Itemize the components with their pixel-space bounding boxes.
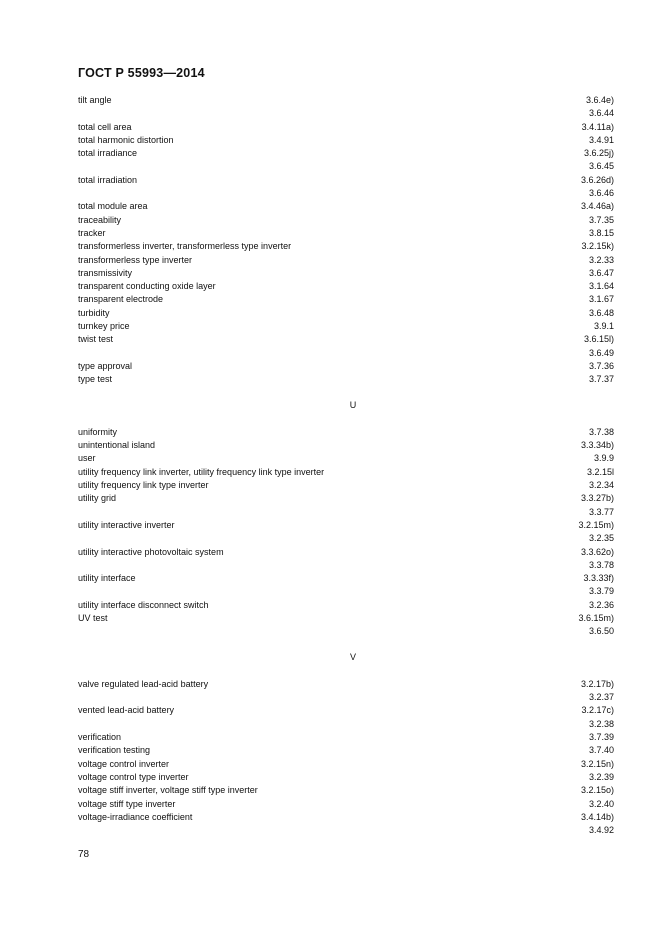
- index-term: voltage stiff inverter, voltage stiff type inverter: [78, 785, 258, 796]
- index-entry: [78, 492, 614, 505]
- index-term: UV test: [78, 612, 108, 623]
- index-entry: [78, 214, 614, 227]
- index-term: valve regulated lead-acid battery: [78, 678, 209, 689]
- index-reference: 3.2.15l: [586, 466, 614, 477]
- index-entry: [78, 320, 614, 333]
- index-content: [78, 94, 614, 837]
- index-reference: 3.2.15o): [580, 785, 614, 796]
- index-reference: 3.7.35: [588, 214, 614, 225]
- index-reference: 3.2.34: [588, 480, 614, 491]
- index-term: traceability: [78, 214, 122, 225]
- index-entry: [78, 347, 614, 360]
- index-reference: 3.6.45: [588, 161, 614, 172]
- index-term: transparent electrode: [78, 294, 164, 305]
- index-reference: 3.6.25j): [583, 148, 614, 159]
- index-term: voltage control inverter: [78, 758, 170, 769]
- index-entry: [78, 572, 614, 585]
- index-reference: 3.6.15m): [578, 612, 614, 623]
- index-section: [78, 94, 614, 387]
- page-number: 78: [78, 849, 90, 860]
- index-entry: [78, 121, 614, 134]
- index-entry: [78, 439, 614, 452]
- index-term: voltage stiff type inverter: [78, 798, 176, 809]
- index-reference: 3.2.39: [588, 771, 614, 782]
- index-entry: [78, 704, 614, 717]
- index-reference: 3.3.27b): [580, 493, 614, 504]
- index-entry: [78, 784, 614, 797]
- index-term: turbidity: [78, 307, 110, 318]
- index-entry: [78, 360, 614, 373]
- index-reference: 3.1.67: [588, 294, 614, 305]
- index-entry: [78, 519, 614, 532]
- index-term: type test: [78, 374, 113, 385]
- index-entry: [78, 625, 614, 638]
- index-entry: [78, 160, 614, 173]
- index-term: total irradiance: [78, 148, 138, 159]
- index-reference: 3.6.4e): [585, 95, 614, 105]
- section-letter: V: [349, 651, 356, 662]
- index-reference: 3.8.15: [588, 227, 614, 238]
- index-reference: 3.7.38: [588, 426, 614, 437]
- index-term: utility interactive inverter: [78, 519, 175, 530]
- index-reference: 3.2.33: [588, 254, 614, 265]
- index-term: unintentional island: [78, 440, 156, 451]
- index-entry: [78, 333, 614, 346]
- index-reference: 3.7.39: [588, 732, 614, 743]
- index-section: [78, 651, 614, 838]
- index-reference: 3.6.46: [588, 188, 614, 199]
- index-entry: [78, 771, 614, 784]
- index-reference: 3.3.78: [588, 559, 614, 570]
- index-entry: [78, 107, 614, 120]
- index-reference: 3.2.15n): [580, 758, 614, 769]
- index-term: tilt angle: [78, 95, 112, 105]
- index-term: verification: [78, 732, 122, 743]
- index-entry: [78, 227, 614, 240]
- index-entry: [78, 134, 614, 147]
- index-entry: [78, 200, 614, 213]
- index-term: total irradiation: [78, 174, 138, 185]
- index-term: verification testing: [78, 745, 151, 756]
- index-reference: 3.2.37: [588, 692, 614, 703]
- page-header: ГОСТ Р 55993—2014: [78, 66, 205, 80]
- index-reference: 3.3.33f): [583, 573, 614, 584]
- index-reference: 3.7.36: [588, 360, 614, 371]
- index-term: voltage-irradiance coefficient: [78, 811, 193, 822]
- index-reference: 3.9.1: [593, 321, 614, 332]
- index-term: transformerless type inverter: [78, 254, 193, 265]
- index-entry: [78, 307, 614, 320]
- index-reference: 3.2.40: [588, 798, 614, 809]
- index-term: transparent conducting oxide layer: [78, 281, 216, 292]
- index-term: turnkey price: [78, 321, 130, 332]
- index-term: total cell area: [78, 121, 132, 132]
- index-reference: 3.1.64: [588, 281, 614, 292]
- index-term: utility interface disconnect switch: [78, 599, 209, 610]
- index-entry: [78, 678, 614, 691]
- index-entry: [78, 798, 614, 811]
- index-term: transformerless inverter, transformerless type inverter: [78, 241, 292, 252]
- index-term: type approval: [78, 360, 133, 371]
- index-term: transmissivity: [78, 267, 133, 278]
- index-reference: 3.3.62o): [580, 546, 614, 557]
- index-reference: 3.6.44: [588, 108, 614, 119]
- index-term: voltage control type inverter: [78, 771, 189, 782]
- index-entry: [78, 280, 614, 293]
- index-entry: [78, 466, 614, 479]
- index-term: uniformity: [78, 426, 118, 437]
- index-entry: [78, 691, 614, 704]
- index-entry: [78, 426, 614, 439]
- index-reference: 3.3.79: [588, 586, 614, 597]
- index-entry: [78, 811, 614, 824]
- index-entry: [78, 293, 614, 306]
- index-term: total harmonic distortion: [78, 134, 174, 145]
- index-reference: 3.7.40: [588, 745, 614, 756]
- index-entry: [78, 546, 614, 559]
- index-reference: 3.2.36: [588, 599, 614, 610]
- index-entry: [78, 174, 614, 187]
- index-term: utility interface: [78, 573, 136, 584]
- index-term: utility frequency link inverter, utility frequency link type inverter: [78, 466, 325, 477]
- index-reference: 3.4.11a): [581, 121, 614, 132]
- index-reference: 3.3.34b): [580, 440, 614, 451]
- index-term: user: [78, 453, 96, 464]
- index-entry: [78, 744, 614, 757]
- index-entry: [78, 585, 614, 598]
- index-reference: 3.2.15m): [578, 519, 614, 530]
- index-reference: 3.6.49: [588, 347, 614, 358]
- index-entry: [78, 559, 614, 572]
- index-entry: [78, 147, 614, 160]
- index-entry: [78, 373, 614, 386]
- index-term: total module area: [78, 201, 148, 212]
- index-term: utility interactive photovoltaic system: [78, 546, 224, 557]
- index-entry: [78, 612, 614, 625]
- index-term: twist test: [78, 334, 114, 345]
- index-reference: 3.6.26d): [580, 174, 614, 185]
- section-letter: U: [349, 399, 357, 410]
- index-reference: 3.6.15l): [583, 334, 614, 345]
- index-entry: [78, 479, 614, 492]
- index-term: vented lead-acid battery: [78, 705, 175, 716]
- index-reference: 3.2.35: [588, 533, 614, 544]
- index-entry: [78, 187, 614, 200]
- index-reference: 3.4.91: [588, 134, 614, 145]
- index-reference: 3.2.17b): [580, 678, 614, 689]
- index-reference: 3.6.48: [588, 307, 614, 318]
- index-entry: [78, 731, 614, 744]
- index-reference: 3.3.77: [588, 506, 614, 517]
- index-entry: [78, 254, 614, 267]
- index-entry: [78, 824, 614, 837]
- index-term: utility grid: [78, 493, 117, 504]
- index-reference: 3.4.14b): [580, 811, 614, 822]
- index-reference: 3.4.46a): [580, 201, 614, 212]
- index-term: utility frequency link type inverter: [78, 480, 209, 491]
- index-reference: 3.2.15k): [581, 241, 614, 252]
- index-reference: 3.2.38: [588, 718, 614, 729]
- index-entry: [78, 240, 614, 253]
- index-entry: [78, 94, 614, 107]
- index-entry: [78, 718, 614, 731]
- index-entry: [78, 758, 614, 771]
- index-entry: [78, 452, 614, 465]
- index-reference: 3.2.17c): [581, 705, 614, 716]
- index-reference: 3.6.50: [588, 626, 614, 637]
- index-entry: [78, 506, 614, 519]
- index-entry: [78, 532, 614, 545]
- index-reference: 3.7.37: [588, 374, 614, 385]
- index-reference: 3.9.9: [593, 453, 614, 464]
- index-entry: [78, 267, 614, 280]
- index-reference: 3.6.47: [588, 267, 614, 278]
- index-section: [78, 399, 614, 639]
- index-entry: [78, 599, 614, 612]
- index-reference: 3.4.92: [588, 825, 614, 836]
- index-term: tracker: [78, 227, 106, 238]
